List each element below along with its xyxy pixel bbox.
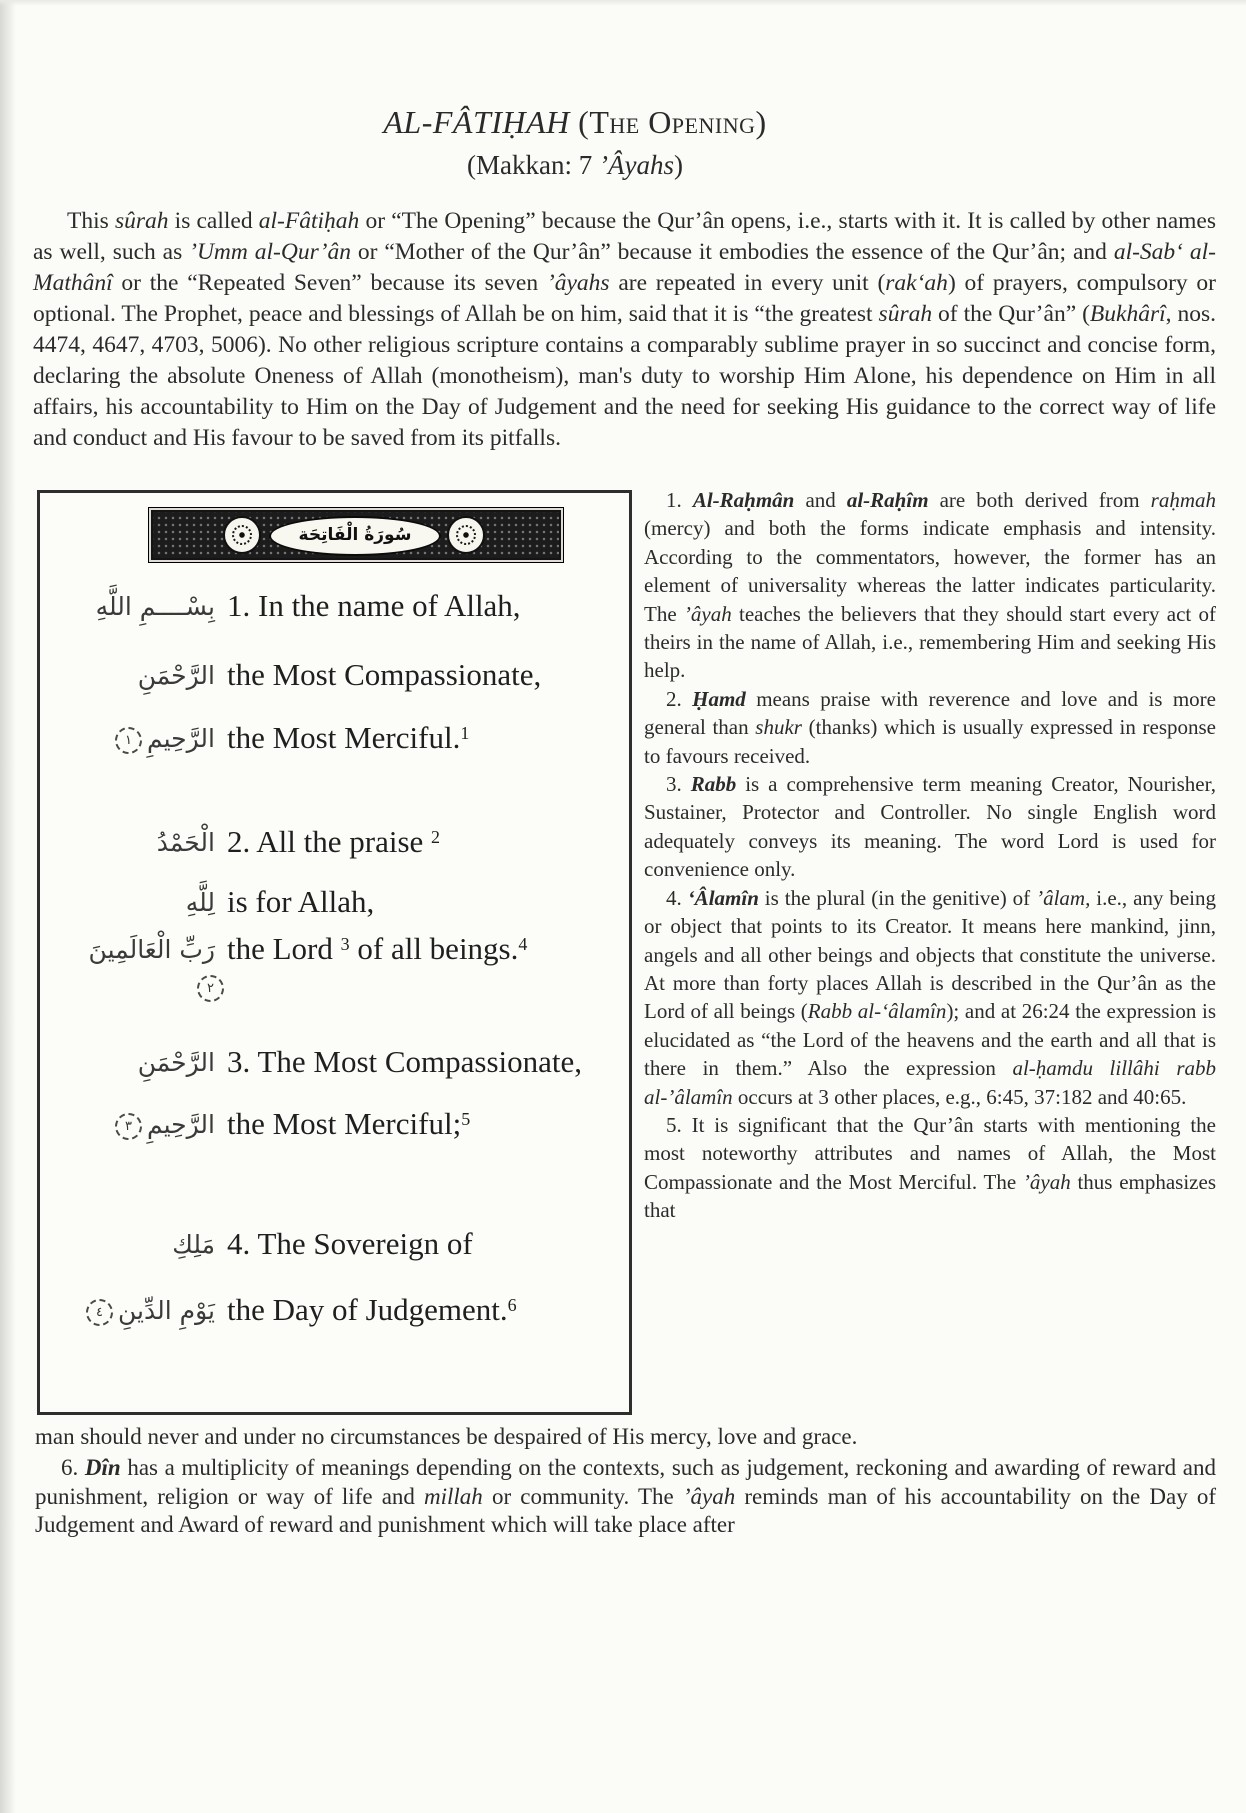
verse-arabic: يَوْمِ الدِّينِ٤ [81, 1296, 215, 1326]
verse-marker: ٣ [115, 1113, 142, 1140]
verse-english: the Most Compassionate, [227, 657, 542, 692]
verse-english: 2. All the praise $^2$ [227, 824, 441, 859]
banner-medallion-icon [223, 516, 261, 554]
page-subtitle: (Makkan: 7 ’Âyahs) [467, 150, 683, 180]
note-paragraph: 1. Al-Raḥmân and al-Raḥîm are both derived from raḥmah (mercy) and both the forms indicate emphasis and intensity. According to the commentators, however, the former has an element of universality whereas the latter indicates particularity. The ’âyah teaches the believers that they should start every act of theirs in the name of Allah, i.e., remembering Him and seeking His help. [644, 488, 1217, 683]
scan-top-shadow [0, 0, 1246, 6]
verse-english: the Lord $^3$ of all beings.$^4$ [227, 931, 528, 966]
verse-row [40, 720, 629, 770]
note5-continuation: man should never and under no circumstances be despaired of His mercy, love and grace. [35, 1424, 858, 1449]
banner-medallion-icon [447, 516, 485, 554]
verse-english: 4. The Sovereign of [227, 1226, 473, 1261]
note-paragraph: 5. It is significant that the Qur’ân starts with mentioning the most noteworthy attributes and names of Allah, the Most Compassionate and the Most Merciful. The ’âyah thus emphasizes that [644, 1112, 1216, 1223]
verse-row [40, 1044, 629, 1094]
surah-title-cartouche: سُورَةُ الْفَاتِحَة [269, 516, 441, 556]
verse-row [40, 1292, 629, 1342]
verse-row [40, 1226, 629, 1276]
note-paragraph: 2. Ḥamd means praise with reverence and love and is more general than shukr (thanks) which is usually expressed in response to favours received. [644, 686, 1217, 768]
verse-row [40, 588, 629, 638]
verse-arabic: الرَّحِيمِ٣ [110, 1110, 215, 1140]
verse-arabic: مَلِكِ [172, 1230, 215, 1259]
verse-arabic: الرَّحِيمِ١ [110, 724, 215, 754]
verse-english: the Most Merciful;$^5$ [227, 1106, 471, 1141]
quran-verse-box [37, 490, 632, 1415]
verse-row [40, 824, 629, 874]
scan-edge-shadow [0, 0, 16, 1813]
verse-row [40, 884, 629, 934]
verse-row [40, 657, 629, 707]
page-title: AL-FÂTIḤAH (The Opening) [383, 104, 767, 140]
verse-arabic: لِلَّهِ [185, 888, 215, 917]
title-block [0, 104, 1150, 181]
verse-arabic: رَبِّ الْعَالَمِينَ [88, 935, 215, 964]
verse-marker: ١ [115, 727, 142, 754]
verse-marker: ٤ [86, 1299, 113, 1326]
verse-marker: ٢ [197, 975, 224, 1002]
verse-arabic: بِسْــــمِ اللَّهِ [95, 592, 215, 621]
verse-english: is for Allah, [227, 884, 375, 919]
verse-row [40, 1106, 629, 1156]
surah-banner [148, 507, 564, 563]
verse-arabic: الرَّحْمَنِ [137, 1048, 215, 1077]
note-paragraph: 4. ‘Âlamîn is the plural (in the genitive) of ’âlam, i.e., any being or object that points to its Creator. It means here mankind, jinn, angels and all other beings and objects that constitute the universe. At more than forty places Allah is described in the Qur’ân as the Lord of all beings (Rabb al-‘âlamîn); and at 26:24 the expression is elucidated as “the Lord of the heavens and the earth and all that is there in them.” Also the expression al-ḥamdu lillâhi rabb al-’âlamîn occurs at 3 other places, e.g., 6:45, 37:182 and 40:65. [644, 885, 1217, 1109]
verse-english: the Day of Judgement.$^6$ [227, 1292, 517, 1327]
intro-paragraph: This sûrah is called al-Fâtiḥah or “The Opening” because the Qur’ân opens, i.e., starts with it. It is called by other names as well, such as ’Umm al-Qur’ân or “Mother of the Qur’ân” because it embodies the essence of the Qur’ân; and al-Sab‘ al-Mathânî or the “Repeated Seven” because its seven ’âyahs are repeated in every unit (rak‘ah) of prayers, compulsory or optional. The Prophet, peace and blessings of Allah be on him, said that it is “the greatest sûrah of the Qur’ân” (Bukhârî, nos. 4474, 4647, 4703, 5006). No other religious scripture contains a comparably sublime prayer in so succinct and concise form, declaring the absolute Oneness of Allah (monotheism), man's duty to worship Him Alone, his dependence on Him in all affairs, his accountability to Him on the Day of Judgement and the need for seeking His guidance to the correct way of life and conduct and His favour to be saved from its pitfalls. [33, 208, 1216, 451]
verse-row [40, 975, 629, 1025]
note-paragraph: 3. Rabb is a comprehensive term meaning Creator, Nourisher, Sustainer, Protector and Controller. No single English word adequately conveys its meaning. The word Lord is used for convenience only. [644, 772, 1216, 882]
note6-paragraph: 6. Dîn has a multiplicity of meanings depending on the contexts, such as judgement, reckoning and awarding of reward and punishment, religion or way of life and millah or community. The ’âyah reminds man of his accountability on the Day of Judgement and Award of reward and punishment which will take place after [35, 1455, 1216, 1537]
verse-english: the Most Merciful.$^1$ [227, 720, 470, 755]
verse-arabic: الْحَمْدُ [156, 828, 215, 857]
verse-arabic: الرَّحْمَنِ [137, 661, 215, 690]
verse-english: 3. The Most Compassionate, [227, 1044, 583, 1079]
verse-row [40, 931, 629, 981]
notes-column [644, 486, 1216, 1225]
verse-english: 1. In the name of Allah, [227, 588, 521, 623]
